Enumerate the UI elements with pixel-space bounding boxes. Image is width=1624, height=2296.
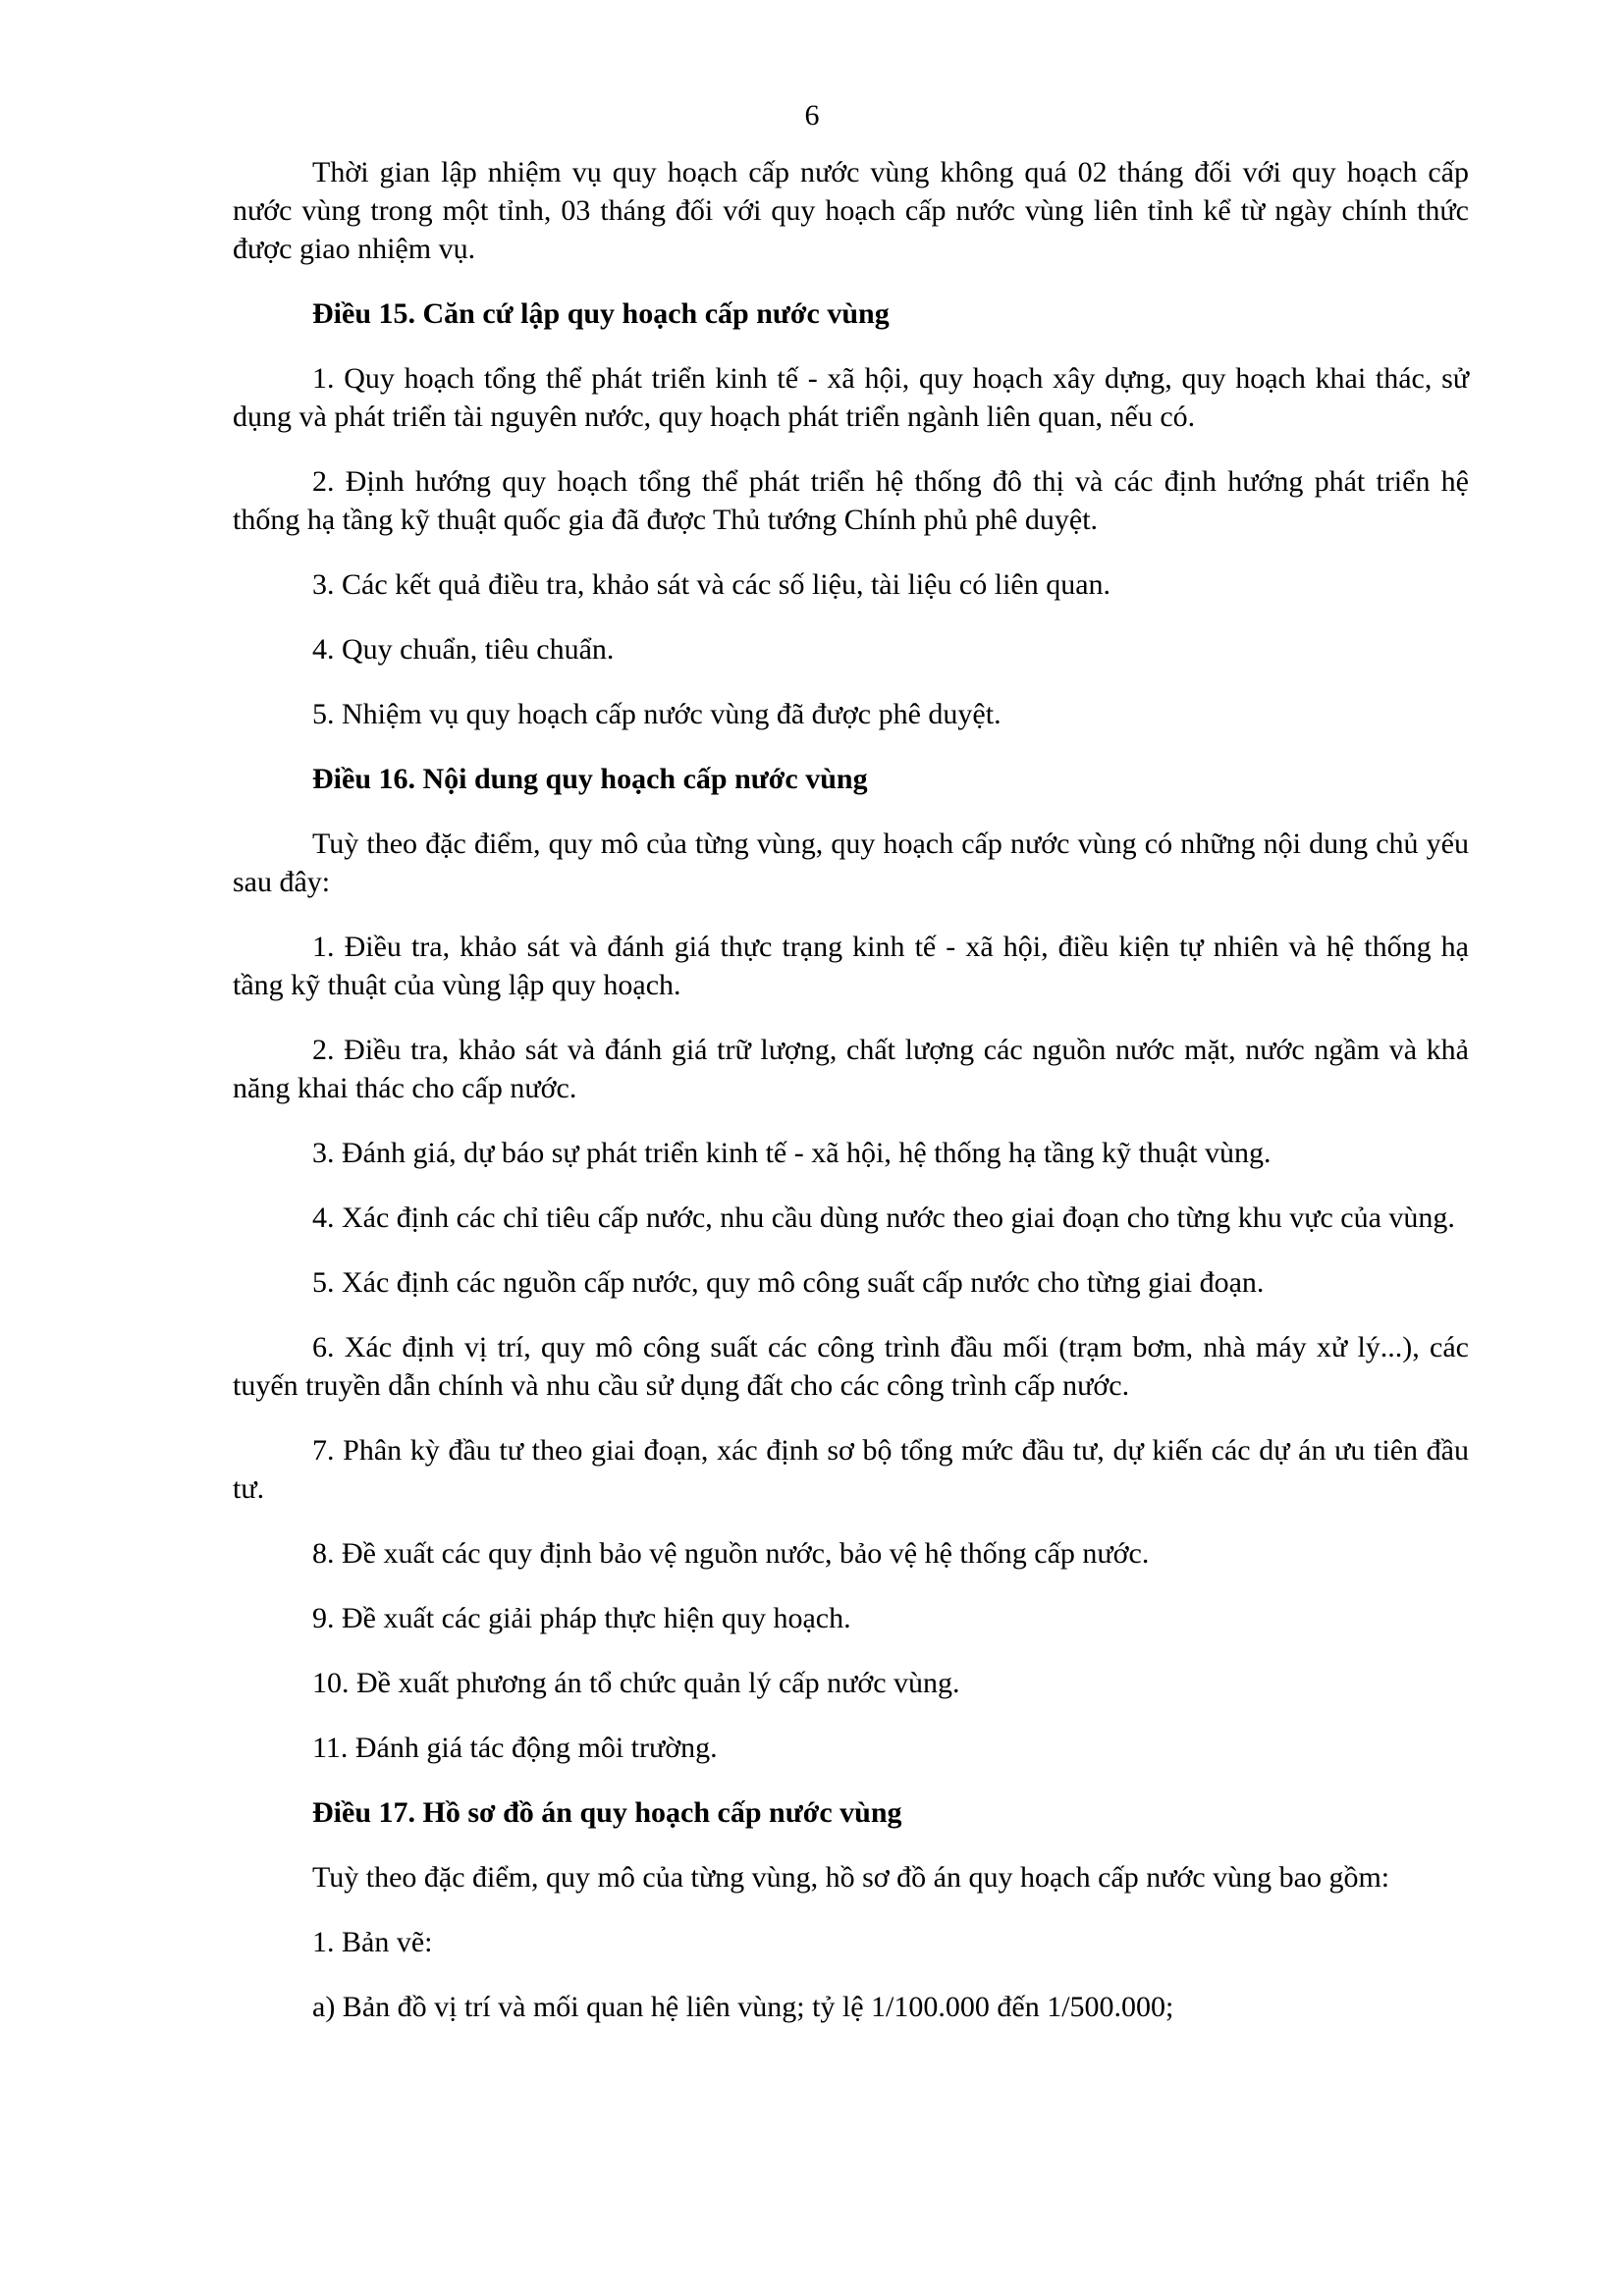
article-heading: Điều 15. Căn cứ lập quy hoạch cấp nước vùng	[312, 297, 890, 330]
paragraph: 1. Bản vẽ:	[312, 1926, 433, 1958]
article-heading: Điều 17. Hồ sơ đồ án quy hoạch cấp nước vùng	[312, 1796, 902, 1829]
paragraph: 11. Đánh giá tác động môi trường.	[312, 1732, 718, 1764]
paragraph: 6. Xác định vị trí, quy mô công suất các công trình đầu mối (trạm bơm, nhà máy xử lý...), các tuyến truyền dẫn chính và nhu cầu sử dụng đất cho các công trình cấp nước.	[233, 1331, 1469, 1402]
paragraph: 10. Đề xuất phương án tổ chức quản lý cấp nước vùng.	[312, 1667, 960, 1699]
paragraph: a) Bản đồ vị trí và mối quan hệ liên vùng; tỷ lệ 1/100.000 đến 1/500.000;	[312, 1991, 1174, 2023]
paragraph: 4. Xác định các chỉ tiêu cấp nước, nhu cầu dùng nước theo giai đoạn cho từng khu vực của vùng.	[312, 1201, 1455, 1234]
paragraph: 3. Các kết quả điều tra, khảo sát và các số liệu, tài liệu có liên quan.	[312, 568, 1111, 601]
paragraph: 1. Quy hoạch tổng thể phát triển kinh tế - xã hội, quy hoạch xây dựng, quy hoạch khai thác, sử dụng và phát triển tài nguyên nước, quy hoạch phát triển ngành liên quan, nếu có.	[233, 362, 1469, 433]
paragraph: 2. Điều tra, khảo sát và đánh giá trữ lượng, chất lượng các nguồn nước mặt, nước ngầm và khả năng khai thác cho cấp nước.	[233, 1034, 1469, 1104]
paragraph: 8. Đề xuất các quy định bảo vệ nguồn nước, bảo vệ hệ thống cấp nước.	[312, 1537, 1150, 1570]
paragraph: 4. Quy chuẩn, tiêu chuẩn.	[312, 633, 615, 666]
paragraph: 5. Nhiệm vụ quy hoạch cấp nước vùng đã được phê duyệt.	[312, 698, 1001, 730]
page-number: 6	[804, 99, 820, 132]
paragraph: Thời gian lập nhiệm vụ quy hoạch cấp nước vùng không quá 02 tháng đối với quy hoạch cấp nước vùng trong một tỉnh, 03 tháng đối với quy hoạch cấp nước vùng liên tỉnh kể từ ngày chính thức được giao nhiệm vụ.	[233, 156, 1469, 265]
paragraph: 1. Điều tra, khảo sát và đánh giá thực trạng kinh tế - xã hội, điều kiện tự nhiên và hệ thống hạ tầng kỹ thuật của vùng lập quy hoạch.	[233, 931, 1469, 1001]
paragraph: 3. Đánh giá, dự báo sự phát triển kinh tế - xã hội, hệ thống hạ tầng kỹ thuật vùng.	[312, 1137, 1272, 1169]
paragraph: Tuỳ theo đặc điểm, quy mô của từng vùng, quy hoạch cấp nước vùng có những nội dung chủ yếu sau đây:	[233, 828, 1469, 898]
paragraph: 2. Định hướng quy hoạch tổng thể phát triển hệ thống đô thị và các định hướng phát triển hệ thống hạ tầng kỹ thuật quốc gia đã được Thủ tướng Chính phủ phê duyệt.	[233, 465, 1469, 536]
paragraph: Tuỳ theo đặc điểm, quy mô của từng vùng, hồ sơ đồ án quy hoạch cấp nước vùng bao gồm:	[312, 1861, 1390, 1894]
article-heading: Điều 16. Nội dung quy hoạch cấp nước vùng	[312, 763, 868, 795]
paragraph: 7. Phân kỳ đầu tư theo giai đoạn, xác định sơ bộ tổng mức đầu tư, dự kiến các dự án ưu tiên đầu tư.	[233, 1434, 1469, 1505]
paragraph: 9. Đề xuất các giải pháp thực hiện quy hoạch.	[312, 1602, 851, 1634]
document-body	[233, 153, 1469, 2053]
paragraph: 5. Xác định các nguồn cấp nước, quy mô công suất cấp nước cho từng giai đoạn.	[312, 1266, 1265, 1299]
